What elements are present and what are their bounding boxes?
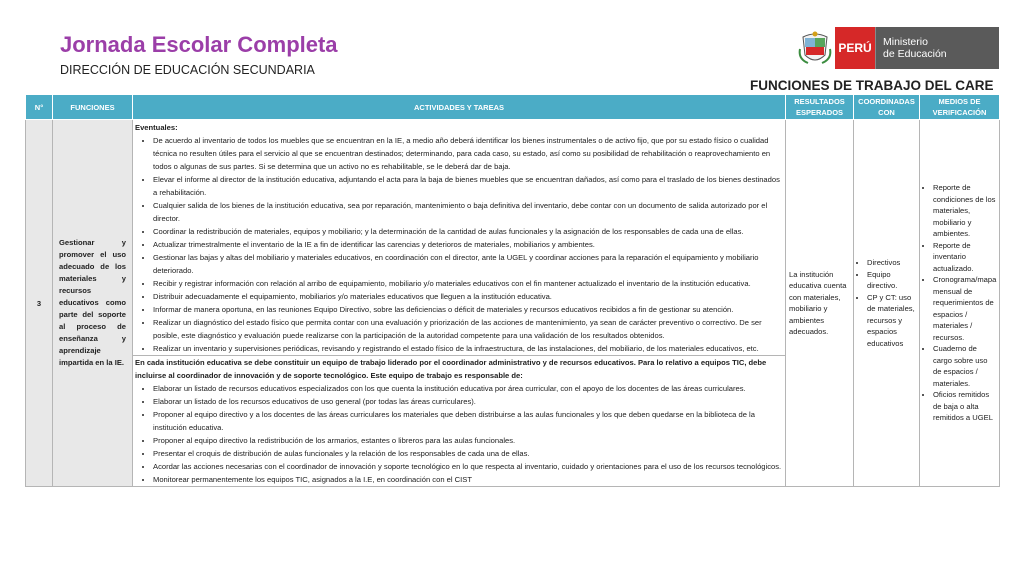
list-item: • Acordar las acciones necesarias con el coordinador de innovación y soporte tecnológico en lo que respecta al inventario, cuidado y orientaciones para el uso de los recursos tecnológicos. <box>153 460 783 473</box>
list-item: • Proponer al equipo directivo y a los docentes de las áreas curriculares los materiales que deben distribuirse a las aulas funcionales y los que deben quedarse en la biblioteca de la institución educativa. <box>153 408 783 434</box>
functions-table <box>25 94 1000 487</box>
header-medios: MEDIOS DE VERIFICACIÓN <box>920 95 1000 120</box>
list-item: • De acuerdo al inventario de todos los muebles que se encuentran en la IE, a medio año deberá identificar los bienes instrumentales o de activo fijo, que por su estado físico o cualidad técnica no resulten útiles para el servicio al que se encuentran destinados; determinando, para cada caso, su estado, así como su posibilidad de rehabilitación o reaprovechamiento en todos o algunas de sus partes. Si se determina que un activo no es rehabilitable, se le deberá dar de baja. <box>153 134 783 173</box>
peru-label: PERÚ <box>835 27 875 69</box>
list-item: • Elaborar un listado de recursos educativos especializados con los que cuenta la institución educativa por área curricular, con el apoyo de los docentes de las áreas curriculares. <box>153 382 783 395</box>
list-item: • Directivos <box>867 257 916 269</box>
header-actividades: ACTIVIDADES Y TAREAS <box>133 95 786 120</box>
ministry-label: Ministerio de Educación <box>875 27 999 69</box>
row-resultados: La institución educativa cuenta con materiales, mobiliario y ambientes adecuados. <box>786 120 854 487</box>
list-item: • Informar de manera oportuna, en las reuniones Equipo Directivo, sobre las deficiencias o déficit de materiales y recursos educativos recibidos a fin de gestionar su atención. <box>153 303 783 316</box>
list-item: • Presentar el croquis de distribución de aulas funcionales y la relación de los responsables de cada una de ellas. <box>153 447 783 460</box>
list-item: • Realizar un inventario y supervisiones periódicas, revisando y registrando el estado físico de la infraestructura, de las instalaciones, del mobiliario, de los materiales educativos, etc. <box>153 342 783 355</box>
row-actividades <box>133 120 786 487</box>
list-item: • Elevar el informe al director de la institución educativa, adjuntando el acta para la baja de bienes muebles que se encuentran dañados, así como para el traslado de los bienes destinados a rehabilitación. <box>153 173 783 199</box>
list-item: • Recibir y registrar información con relación al arribo de equipamiento, mobiliario y/o materiales educativos con el fin mantener actualizado el inventario de la institución educativa. <box>153 277 783 290</box>
list-item: • CP y CT: uso de materiales, recursos y espacios educativos <box>867 292 916 350</box>
coordinadas-list <box>857 257 916 349</box>
block1-title: Eventuales: <box>135 123 178 132</box>
page-subtitle: DIRECCIÓN DE EDUCACIÓN SECUNDARIA <box>60 63 315 77</box>
row-number: 3 <box>26 120 53 487</box>
list-item: • Elaborar un listado de los recursos educativos de uso general (por todas las áreas curriculares). <box>153 395 783 408</box>
list-item: • Coordinar la redistribución de materiales, equipos y mobiliario; y la determinación de la cantidad de aulas funcionales y la asignación de los responsables de cada una de ellas. <box>153 225 783 238</box>
list-item: • Cronograma/mapa mensual de requerimientos de espacios / materiales / recursos. <box>933 274 996 343</box>
header-funciones: FUNCIONES <box>53 95 133 120</box>
list-item: • Reporte de inventario actualizado. <box>933 240 996 275</box>
list-item: • Equipo directivo. <box>867 269 916 292</box>
medios-list <box>923 182 996 424</box>
coat-of-arms-icon <box>795 27 835 69</box>
block2-title: En cada institución educativa se debe constituir un equipo de trabajo liderado por el coordinador administrativo y de recursos educativos. Para lo relativo a equipos TIC, debe incluirse al coordinador de innovación y de soporte tecnológico. Este equipo de trabajo es responsable de: <box>135 358 767 380</box>
section-title: FUNCIONES DE TRABAJO DEL CARE <box>750 78 994 93</box>
row-coordinadas <box>854 120 920 487</box>
header-num: N° <box>26 95 53 120</box>
header-coordinadas: COORDINADAS CON <box>854 95 920 120</box>
block2 <box>133 355 785 486</box>
row-medios <box>920 120 1000 487</box>
list-item: • Cuaderno de cargo sobre uso de espacios / materiales. <box>933 343 996 389</box>
header-resultados: RESULTADOS ESPERADOS <box>786 95 854 120</box>
list-item: • Oficios remitidos de baja o alta remitidos a UGEL <box>933 389 996 424</box>
page-title: Jornada Escolar Completa <box>60 32 338 57</box>
block2-list <box>135 382 783 486</box>
table-row <box>26 120 1000 487</box>
list-item: • Monitorear permanentemente los equipos TIC, asignados a la I.E, en coordinación con el CIST <box>153 473 783 486</box>
list-item: • Actualizar trimestralmente el inventario de la IE a fin de identificar las carencias y deterioros de materiales, mobiliarios y ambientes. <box>153 238 783 251</box>
list-item: • Distribuir adecuadamente el equipamiento, mobiliarios y/o materiales educativos que lleguen a la institución educativa. <box>153 290 783 303</box>
list-item: • Cualquier salida de los bienes de la institución educativa, sea por reparación, mantenimiento o baja definitiva del inventario, debe contar con un documento de salida autorizado por el director. <box>153 199 783 225</box>
block1-list <box>135 134 783 355</box>
list-item: • Realizar un diagnóstico del estado físico que permita contar con una evaluación y priorización de las acciones de mantenimiento, ya sean de carácter preventivo o correctivo. De ser posible, este diagnóstico y evaluación puede realizarse con la participación de la autoridad competente para una validación de los resultados obtenidos. <box>153 316 783 342</box>
ministry-logo <box>795 27 999 69</box>
list-item: • Proponer al equipo directivo la redistribución de los armarios, estantes o libreros para las aulas funcionales. <box>153 434 783 447</box>
row-funcion: Gestionar y promover el uso adecuado de los materiales y recursos educativos como parte del soporte al proceso de enseñanza y aprendizaje impartida en la IE. <box>53 120 133 487</box>
list-item: • Gestionar las bajas y altas del mobiliario y materiales educativos, en coordinación con el director, ante la UGEL y coordinar acciones para la reparación el equipamiento y mobiliario deteriorado. <box>153 251 783 277</box>
list-item: • Reporte de condiciones de los materiales, mobiliario y ambientes. <box>933 182 996 240</box>
table-header-row <box>26 95 1000 120</box>
